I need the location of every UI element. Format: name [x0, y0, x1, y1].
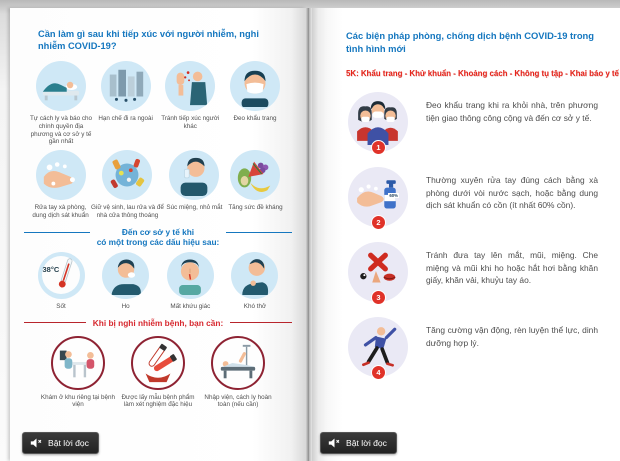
speaker-muted-icon: [328, 438, 341, 448]
measure-item: [348, 317, 598, 377]
face-touch-warning-icon: [348, 242, 408, 302]
temperature-label: 38°C: [42, 264, 60, 274]
hospital-bed-icon: [211, 336, 265, 390]
action-caption: Hạn chế đi ra ngoài: [98, 115, 153, 122]
action-caption: Giữ vệ sinh, lau rửa và để nhà cửa thông thoáng: [91, 204, 164, 219]
audio-button-label: Bật lời đọc: [346, 438, 387, 448]
action-caption: Rửa tay xà phòng, dung dịch sát khuẩn: [32, 204, 89, 219]
fruits-icon: [230, 150, 280, 200]
test-sample-icon: [131, 336, 185, 390]
city-icon: [101, 61, 151, 111]
measure-item: [348, 92, 598, 152]
sanitizer-bottle-label: 60%: [389, 193, 398, 198]
step-item: [198, 336, 278, 410]
symptom-caption: Sốt: [56, 302, 66, 310]
speaker-muted-icon: [30, 438, 43, 448]
smell-loss-icon: [167, 252, 214, 299]
page-title: Cần làm gì sau khi tiếp xúc với người nhiễm, nghi nhiễm COVID-19?: [38, 29, 259, 51]
measure-item: [348, 242, 598, 302]
hospital-exam-icon: [51, 336, 105, 390]
measure-number-badge: 4: [371, 365, 386, 380]
page-title: Các biện pháp phòng, chống dịch bệnh COVID-19 trong tình hình mới: [346, 30, 594, 54]
audio-toggle-button[interactable]: [320, 432, 397, 454]
header-rule-right: [226, 232, 292, 233]
action-item: [95, 61, 157, 146]
hand-washing-icon: [36, 150, 86, 200]
measure-text: Tránh đưa tay lên mắt, mũi, miệng. Che miệng và mũi khi ho hoặc hắt hơi bằng khăn giấy, khăn vải, khuỷu tay áo.: [426, 250, 598, 286]
avoid-contact-icon: [165, 61, 215, 111]
face-mask-icon: [230, 61, 280, 111]
symptoms-header-line1: Đến cơ sở y tế khi: [121, 226, 195, 237]
step-item: [118, 336, 198, 410]
steps-row: [10, 336, 306, 410]
right-page: [312, 8, 620, 461]
symptom-item: [224, 252, 286, 311]
header-rule-left: [24, 232, 90, 233]
measure-number-badge: 1: [371, 140, 386, 155]
left-page: [10, 8, 306, 461]
suspected-header-text: Khi bị nghi nhiễm bệnh, bạn cần:: [92, 317, 224, 328]
action-item: [159, 61, 221, 146]
action-item: [30, 61, 92, 146]
symptoms-section-header: [24, 227, 292, 247]
breathless-icon: [231, 252, 278, 299]
thermometer-icon: [38, 252, 85, 299]
masked-family-icon: [348, 92, 408, 152]
measure-item: [348, 167, 598, 227]
symptom-item: [30, 252, 92, 311]
step-caption: Nhập viện, cách ly hoàn toàn (nếu cần): [204, 393, 272, 409]
step-caption: Được lấy mẫu bệnh phẩm làm xét nghiệm đặc hiệu: [121, 393, 195, 409]
exercise-icon: [348, 317, 408, 377]
action-caption: Đeo khẩu trang: [233, 115, 277, 122]
action-item: [224, 61, 286, 146]
cough-icon: [102, 252, 149, 299]
symptom-caption: Mất khứu giác: [170, 302, 211, 310]
symptom-item: [159, 252, 221, 311]
audio-toggle-button[interactable]: [22, 432, 99, 454]
person-in-bed-icon: [36, 61, 86, 111]
audio-button-label: Bật lời đọc: [48, 438, 89, 448]
slogan-5k: 5K: Khẩu trang - Khử khuẩn - Khoảng cách - Không tụ tập - Khai báo y tế: [346, 68, 619, 78]
measure-number-badge: 3: [371, 290, 386, 305]
measure-text: Thường xuyên rửa tay đúng cách bằng xà phòng dưới vòi nước sạch, hoặc bằng dung dịch sát khuẩn có cồn (ít nhất 60% cồn).: [426, 175, 598, 211]
symptom-caption: Khó thở: [243, 302, 267, 310]
action-item: [225, 150, 286, 220]
header-rule-right: [230, 322, 292, 323]
symptom-item: [95, 252, 157, 311]
action-caption: Tăng sức đề kháng: [228, 204, 283, 212]
action-caption: Tự cách ly và báo cho chính quyền địa phương và cơ sở y tế gần nhất: [30, 115, 92, 146]
step-caption: Khám ở khu riêng tại bệnh viện: [40, 393, 116, 409]
actions-row-2: [10, 150, 306, 220]
measure-text: Đeo khẩu trang khi ra khỏi nhà, trên phương tiện giao thông công cộng và đến cơ sở y tế.: [426, 100, 598, 123]
action-item: [164, 150, 225, 220]
house-cleaning-icon: [102, 150, 152, 200]
symptoms-header-line2: có một trong các dấu hiệu sau:: [96, 236, 220, 247]
header-rule-left: [24, 322, 86, 323]
action-item: [91, 150, 164, 220]
hand-sanitizer-icon: [348, 167, 408, 227]
action-item: [30, 150, 91, 220]
step-item: [38, 336, 118, 410]
measure-text: Tăng cường vận động, rèn luyện thể lực, dinh dưỡng hợp lý.: [426, 325, 598, 348]
gargle-eyedrop-icon: [169, 150, 219, 200]
measure-number-badge: 2: [371, 215, 386, 230]
symptom-caption: Ho: [121, 302, 130, 310]
action-caption: Tránh tiếp xúc người khác: [161, 115, 220, 130]
suspected-section-header: [24, 318, 292, 328]
symptoms-row: [10, 252, 306, 311]
actions-row-1: [10, 61, 306, 146]
action-caption: Súc miệng, nhỏ mắt: [166, 204, 223, 212]
